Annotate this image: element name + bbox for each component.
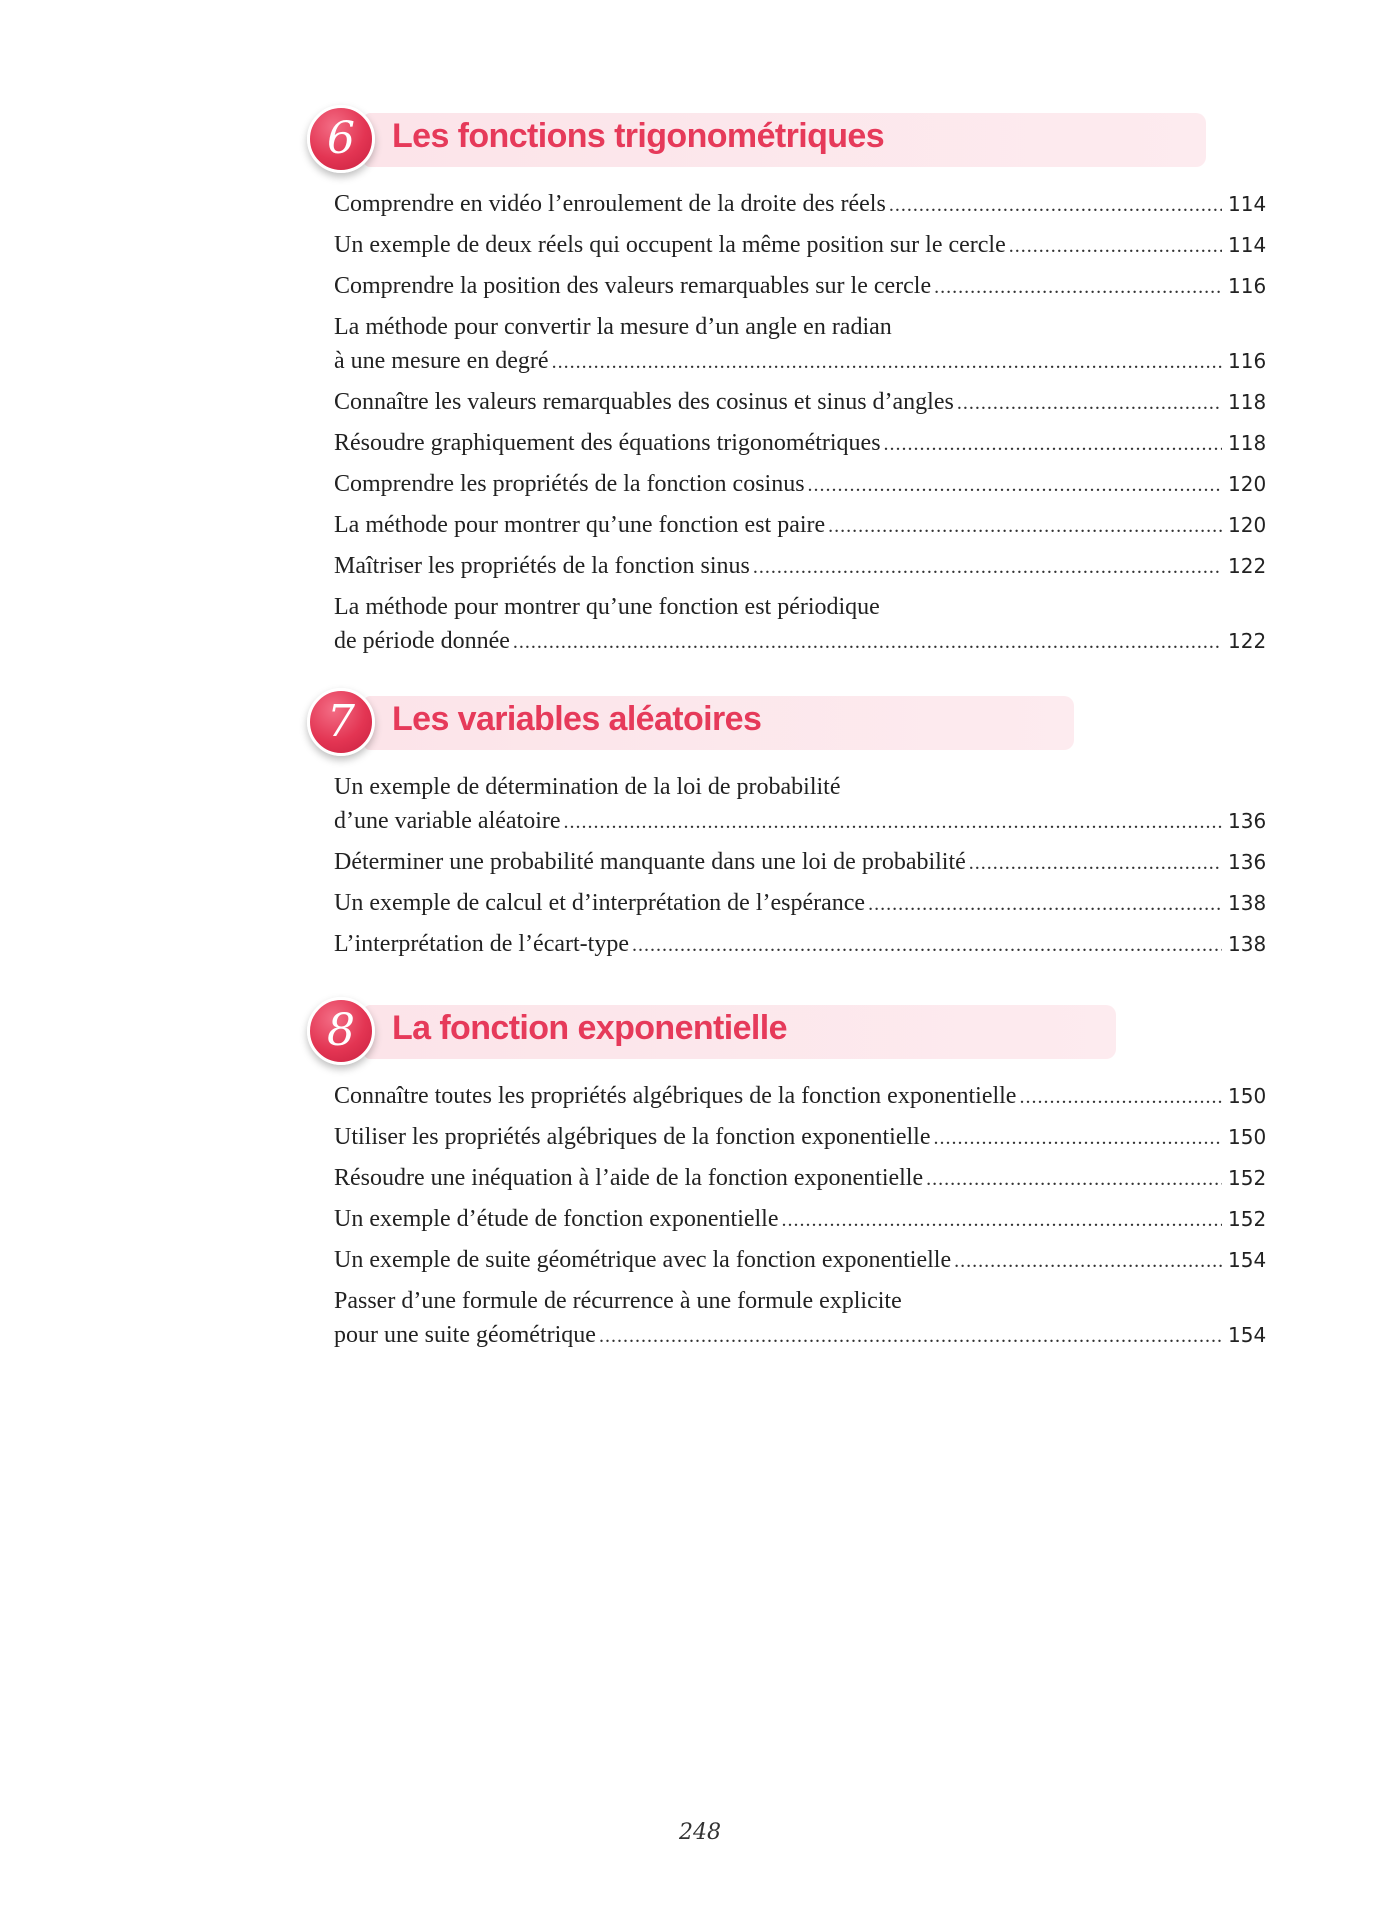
- dot-leader: [782, 1203, 1222, 1237]
- toc-entry-text: La méthode pour convertir la mesure d’un angle en radian: [334, 314, 892, 340]
- dot-leader: [868, 887, 1222, 921]
- toc-entry[interactable]: [334, 1243, 1266, 1278]
- toc-entry-text: Maîtriser les propriétés de la fonction sinus: [334, 553, 750, 579]
- toc-entry-line: [334, 927, 1266, 962]
- toc-entry-line: [334, 549, 1266, 584]
- toc-entry-line: [334, 269, 1266, 304]
- toc-entry-line: [334, 804, 1266, 839]
- toc-entry-line: [334, 187, 1266, 222]
- toc-entry-text: à une mesure en degré: [334, 348, 549, 374]
- toc-entry[interactable]: [334, 1284, 1266, 1353]
- toc-entry-line: [334, 886, 1266, 921]
- chapter-title: Les fonctions trigonométriques: [392, 117, 885, 155]
- dot-leader: [552, 345, 1222, 379]
- toc-entry[interactable]: [334, 1202, 1266, 1237]
- toc-page-number: 122: [1228, 554, 1267, 578]
- toc-page-number: 116: [1228, 274, 1267, 298]
- toc-entry[interactable]: [334, 1120, 1266, 1155]
- toc-entry-text: Connaître toutes les propriétés algébriques de la fonction exponentielle: [334, 1083, 1017, 1109]
- toc-entry[interactable]: [334, 508, 1266, 543]
- toc-entry-line: [334, 845, 1266, 880]
- chapter-8: [304, 997, 1267, 1348]
- dot-leader: [1009, 229, 1222, 263]
- toc-entry[interactable]: [334, 1079, 1266, 1114]
- toc-entry-text: La méthode pour montrer qu’une fonction est périodique: [334, 594, 880, 620]
- toc-page-number: 154: [1228, 1248, 1267, 1272]
- toc-entry-line: [334, 1120, 1266, 1155]
- toc-page-number: 150: [1228, 1125, 1267, 1149]
- toc-entry-line: [334, 624, 1266, 659]
- toc-page-number: 136: [1228, 850, 1267, 874]
- toc-entry-text: Résoudre une inéquation à l’aide de la fonction exponentielle: [334, 1165, 924, 1191]
- toc-entry-text: Résoudre graphiquement des équations trigonométriques: [334, 430, 881, 456]
- chapter-7-entries: [334, 770, 1266, 968]
- toc-entry-text: Un exemple de détermination de la loi de probabilité: [334, 774, 841, 800]
- toc-entry[interactable]: [334, 310, 1266, 379]
- toc-entry-line: [334, 385, 1266, 420]
- toc-entry-text: pour une suite géométrique: [334, 1322, 596, 1348]
- toc-entry[interactable]: [334, 549, 1266, 584]
- toc-entry-text: Comprendre la position des valeurs remarquables sur le cercle: [334, 273, 932, 299]
- chapter-6-entries: [334, 187, 1266, 665]
- toc-page-number: 122: [1228, 629, 1267, 653]
- toc-entry-text: Connaître les valeurs remarquables des cosinus et sinus d’angles: [334, 389, 954, 415]
- toc-entry-line: [334, 467, 1266, 502]
- toc-page-number: 138: [1228, 891, 1267, 915]
- chapter-7-header: [304, 688, 1266, 752]
- toc-page-number: 138: [1228, 932, 1267, 956]
- chapter-title: Les variables aléatoires: [392, 700, 762, 738]
- toc-entry[interactable]: [334, 845, 1266, 880]
- toc-entry[interactable]: [334, 269, 1266, 304]
- toc-entry-line: [334, 228, 1266, 263]
- dot-leader: [564, 805, 1222, 839]
- toc-entry-line: [334, 1243, 1266, 1278]
- chapter-number-badge: 6: [307, 105, 375, 173]
- toc-entry-line: [334, 1161, 1266, 1196]
- toc-entry-line: [334, 344, 1266, 379]
- toc-entry[interactable]: [334, 385, 1266, 420]
- dot-leader: [957, 386, 1222, 420]
- toc-entry-text: L’interprétation de l’écart-type: [334, 931, 629, 957]
- toc-page-number: 118: [1228, 390, 1267, 414]
- toc-entry[interactable]: [334, 886, 1266, 921]
- toc-page-number: 116: [1228, 349, 1267, 373]
- toc-page-number: 120: [1228, 472, 1267, 496]
- page-number: 248: [679, 1820, 721, 1845]
- chapter-6-header: [304, 105, 1266, 169]
- chapter-number-badge: 8: [307, 997, 375, 1065]
- toc-entry-text: d’une variable aléatoire: [334, 808, 561, 834]
- toc-entry-text: Un exemple de calcul et d’interprétation de l’espérance: [334, 890, 866, 916]
- toc-page-number: 152: [1228, 1207, 1267, 1231]
- toc-entry[interactable]: [334, 187, 1266, 222]
- dot-leader: [513, 625, 1222, 659]
- toc-page-number: 154: [1228, 1323, 1267, 1347]
- toc-entry[interactable]: [334, 590, 1266, 659]
- chapter-6: [304, 105, 1267, 654]
- dot-leader: [632, 928, 1222, 962]
- toc-entry[interactable]: [334, 228, 1266, 263]
- toc-entry-line: [334, 508, 1266, 543]
- toc-page-number: 118: [1228, 431, 1267, 455]
- toc-page-number: 114: [1228, 233, 1267, 257]
- toc-entry[interactable]: [334, 927, 1266, 962]
- toc-entry[interactable]: [334, 467, 1266, 502]
- chapter-title: La fonction exponentielle: [392, 1009, 787, 1047]
- toc-entry-text: Comprendre les propriétés de la fonction cosinus: [334, 471, 805, 497]
- toc-entry-text: de période donnée: [334, 628, 510, 654]
- toc-entry-text: La méthode pour montrer qu’une fonction est paire: [334, 512, 826, 538]
- toc-entry-text: Un exemple d’étude de fonction exponentielle: [334, 1206, 779, 1232]
- dot-leader: [1019, 1080, 1222, 1114]
- toc-entry-text: Un exemple de deux réels qui occupent la même position sur le cercle: [334, 232, 1006, 258]
- toc-entry-line: [334, 1079, 1266, 1114]
- toc-entry-text: Déterminer une probabilité manquante dans une loi de probabilité: [334, 849, 966, 875]
- toc-entry[interactable]: [334, 426, 1266, 461]
- dot-leader: [884, 427, 1222, 461]
- toc-entry[interactable]: [334, 770, 1266, 839]
- toc-entry-text: Passer d’une formule de récurrence à une formule explicite: [334, 1288, 902, 1314]
- toc-entry-line: [334, 1318, 1266, 1353]
- toc-entry-text: Un exemple de suite géométrique avec la fonction exponentielle: [334, 1247, 952, 1273]
- toc-entry-text: Utiliser les propriétés algébriques de la fonction exponentielle: [334, 1124, 931, 1150]
- dot-leader: [828, 509, 1222, 543]
- toc-entry[interactable]: [334, 1161, 1266, 1196]
- chapter-8-header: [304, 997, 1266, 1061]
- toc-page-number: 150: [1228, 1084, 1267, 1108]
- toc-page-number: 114: [1228, 192, 1267, 216]
- dot-leader: [753, 550, 1222, 584]
- chapter-8-entries: [334, 1079, 1266, 1359]
- toc-page-number: 120: [1228, 513, 1267, 537]
- dot-leader: [889, 188, 1222, 222]
- dot-leader: [599, 1319, 1222, 1353]
- dot-leader: [934, 270, 1222, 304]
- toc-entry-line: [334, 426, 1266, 461]
- toc-entry-line: [334, 1202, 1266, 1237]
- dot-leader: [926, 1162, 1222, 1196]
- toc-page-number: 152: [1228, 1166, 1267, 1190]
- chapter-7: [304, 688, 1267, 957]
- dot-leader: [933, 1121, 1222, 1155]
- toc-entry-text: Comprendre en vidéo l’enroulement de la droite des réels: [334, 191, 886, 217]
- chapter-number-badge: 7: [307, 688, 375, 756]
- toc-page-number: 136: [1228, 809, 1267, 833]
- dot-leader: [954, 1244, 1222, 1278]
- dot-leader: [969, 846, 1222, 880]
- dot-leader: [808, 468, 1222, 502]
